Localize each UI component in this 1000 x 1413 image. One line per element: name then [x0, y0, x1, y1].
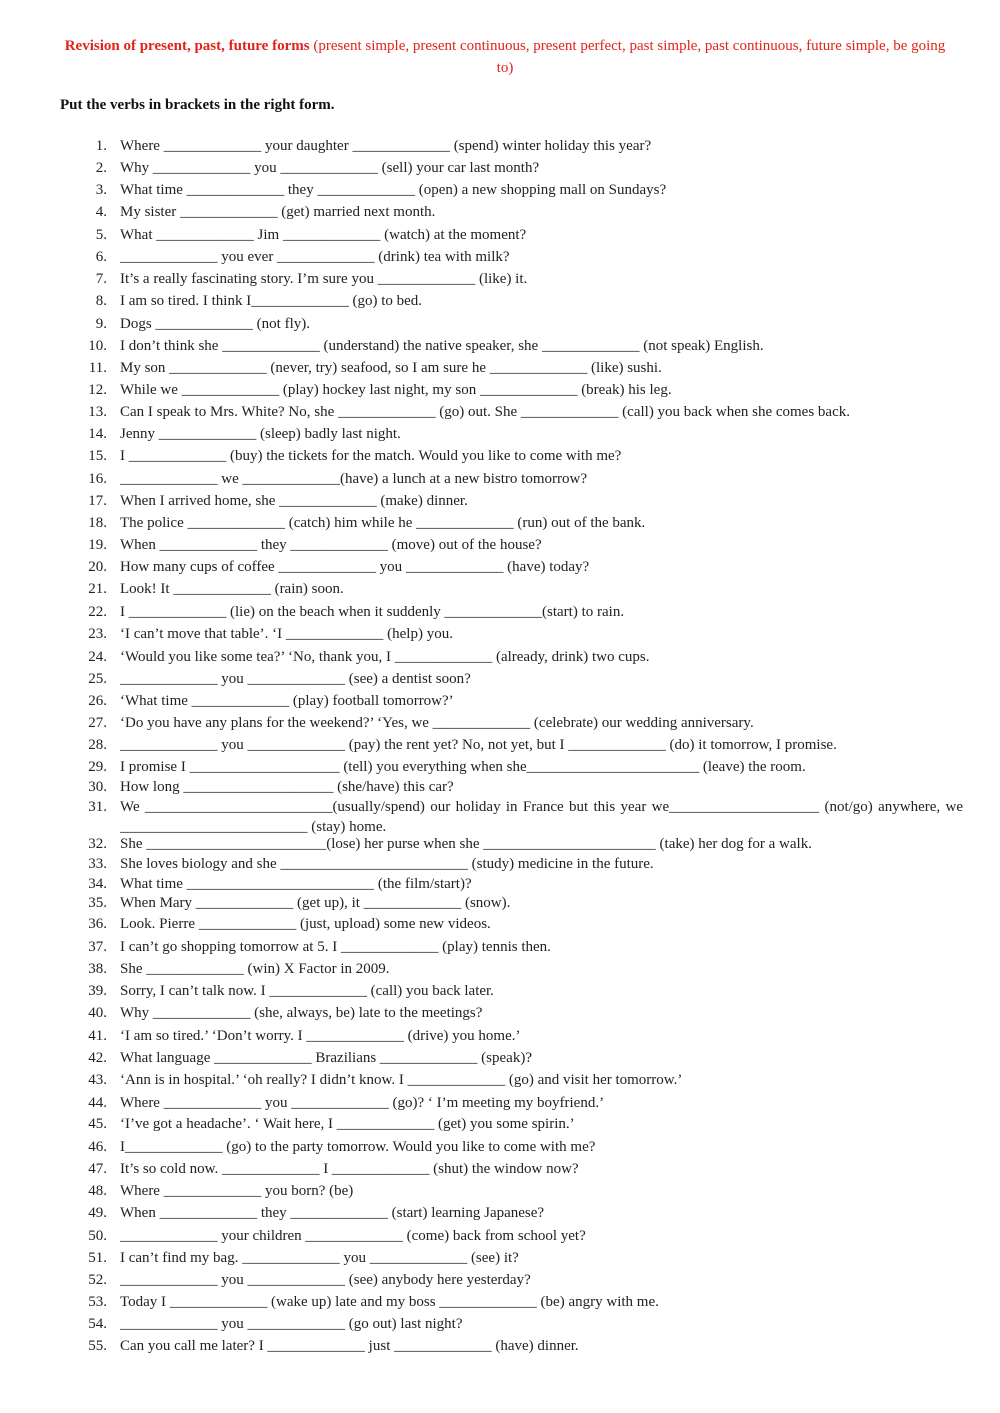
- item-sentence: I am so tired. I think I_____________ (go) to bed.: [120, 293, 423, 309]
- item-number: 10.: [88, 338, 107, 354]
- item-number: 54.: [88, 1316, 107, 1332]
- item-number: 6.: [95, 249, 107, 265]
- item-sentence: She ________________________(lose) her purse when she _______________________ (take) her dog for a walk.: [120, 836, 812, 852]
- item-number: 39.: [88, 983, 107, 999]
- item-sentence: I _____________ (buy) the tickets for the match. Would you like to come with me?: [120, 448, 622, 464]
- item-sentence: What _____________ Jim _____________ (watch) at the moment?: [120, 227, 527, 243]
- item-number: 45.: [88, 1116, 107, 1132]
- item-number: 22.: [88, 604, 107, 620]
- item-sentence: _____________ you _____________ (pay) the rent yet? No, not yet, but I _____________ (do) it tomorrow, I promise.: [120, 737, 837, 753]
- title-subtitle: (present simple, present continuous, present perfect, past simple, past continuous, future simple, be going to): [313, 38, 946, 76]
- item-sentence: ‘I’ve got a headache’. ‘ Wait here, I _____________ (get) you some spirin.’: [120, 1116, 575, 1132]
- item-sentence: When I arrived home, she _____________ (make) dinner.: [120, 493, 468, 509]
- item-sentence: Can I speak to Mrs. White? No, she _____________ (go) out. She _____________ (call) you back when she comes back.: [120, 404, 850, 420]
- item-sentence: We _________________________(usually/spend) our holiday in France but this year we____________________ (not/go) anywhere, we _________________________ (stay) home.: [120, 799, 963, 835]
- item-number: 55.: [88, 1338, 107, 1354]
- item-number: 21.: [88, 581, 107, 597]
- item-sentence: ‘I am so tired.’ ‘Don’t worry. I _____________ (drive) you home.’: [120, 1028, 521, 1044]
- item-sentence: What language _____________ Brazilians _____________ (speak)?: [120, 1050, 532, 1066]
- item-sentence: Look. Pierre _____________ (just, upload) some new videos.: [120, 916, 491, 932]
- item-number: 7.: [95, 271, 107, 287]
- item-sentence: Where _____________ you _____________ (go)? ‘ I’m meeting my boyfriend.’: [120, 1095, 605, 1111]
- item-number: 53.: [88, 1294, 107, 1310]
- item-number: 41.: [88, 1028, 107, 1044]
- item-sentence: How many cups of coffee _____________ you _____________ (have) today?: [120, 559, 590, 575]
- item-sentence: The police _____________ (catch) him while he _____________ (run) out of the bank.: [120, 515, 646, 531]
- item-number: 5.: [95, 227, 107, 243]
- item-sentence: Why _____________ (she, always, be) late to the meetings?: [120, 1005, 483, 1021]
- item-number: 8.: [95, 293, 107, 309]
- item-sentence: It’s a really fascinating story. I’m sure you _____________ (like) it.: [120, 271, 528, 287]
- item-sentence: How long ____________________ (she/have) this car?: [120, 779, 454, 795]
- item-sentence: She _____________ (win) X Factor in 2009.: [120, 961, 390, 977]
- title-bold: Revision of present, past, future forms: [64, 38, 310, 54]
- item-sentence: _____________ you _____________ (go out) last night?: [120, 1316, 463, 1332]
- item-sentence: What time _____________ they _____________ (open) a new shopping mall on Sundays?: [120, 182, 667, 198]
- item-number: 42.: [88, 1050, 107, 1066]
- item-sentence: Look! It _____________ (rain) soon.: [120, 581, 344, 597]
- item-number: 32.: [88, 836, 107, 852]
- item-number: 38.: [88, 961, 107, 977]
- item-number: 4.: [95, 204, 107, 220]
- item-number: 27.: [88, 715, 107, 731]
- item-number: 24.: [88, 649, 107, 665]
- item-sentence: What time _________________________ (the film/start)?: [120, 876, 472, 892]
- item-sentence: I can’t go shopping tomorrow at 5. I _____________ (play) tennis then.: [120, 939, 551, 955]
- item-number: 43.: [88, 1072, 107, 1088]
- item-sentence: _____________ you ever _____________ (drink) tea with milk?: [120, 249, 510, 265]
- item-number: 31.: [88, 799, 107, 815]
- item-number: 33.: [88, 856, 107, 872]
- item-number: 29.: [88, 759, 107, 775]
- item-sentence: It’s so cold now. _____________ I _____________ (shut) the window now?: [120, 1161, 579, 1177]
- item-sentence: Jenny _____________ (sleep) badly last night.: [120, 426, 401, 442]
- item-number: 16.: [88, 471, 107, 487]
- item-sentence: I promise I ____________________ (tell) you everything when she_______________________ (leave) the room.: [120, 759, 806, 775]
- item-sentence: She loves biology and she _________________________ (study) medicine in the future.: [120, 856, 654, 872]
- item-number: 19.: [88, 537, 107, 553]
- item-number: 9.: [95, 316, 107, 332]
- instruction: Put the verbs in brackets in the right form.: [60, 97, 335, 113]
- item-sentence: I _____________ (lie) on the beach when it suddenly _____________(start) to rain.: [120, 604, 625, 620]
- worksheet-title: [60, 35, 950, 79]
- item-sentence: Can you call me later? I _____________ just _____________ (have) dinner.: [120, 1338, 579, 1354]
- item-sentence: Sorry, I can’t talk now. I _____________ (call) you back later.: [120, 983, 494, 999]
- item-number: 52.: [88, 1272, 107, 1288]
- item-number: 51.: [88, 1250, 107, 1266]
- item-sentence: I can’t find my bag. _____________ you _____________ (see) it?: [120, 1250, 519, 1266]
- item-sentence: My sister _____________ (get) married next month.: [120, 204, 436, 220]
- item-number: 13.: [88, 404, 107, 420]
- item-sentence: ‘What time _____________ (play) football tomorrow?’: [120, 693, 454, 709]
- item-sentence: While we _____________ (play) hockey last night, my son _____________ (break) his leg.: [120, 382, 672, 398]
- item-number: 35.: [88, 895, 107, 911]
- item-number: 3.: [95, 182, 107, 198]
- item-sentence: ‘Would you like some tea?’ ‘No, thank you, I _____________ (already, drink) two cups.: [120, 649, 650, 665]
- item-number: 17.: [88, 493, 107, 509]
- item-sentence: My son _____________ (never, try) seafood, so I am sure he _____________ (like) sushi.: [120, 360, 662, 376]
- item-sentence: When _____________ they _____________ (move) out of the house?: [120, 537, 542, 553]
- item-number: 25.: [88, 671, 107, 687]
- item-sentence: Where _____________ your daughter _____________ (spend) winter holiday this year?: [120, 138, 652, 154]
- item-number: 28.: [88, 737, 107, 753]
- item-sentence: Today I _____________ (wake up) late and my boss _____________ (be) angry with me.: [120, 1294, 659, 1310]
- item-sentence: When _____________ they _____________ (start) learning Japanese?: [120, 1205, 545, 1221]
- item-sentence: ‘I can’t move that table’. ‘I _____________ (help) you.: [120, 626, 453, 642]
- item-sentence: I_____________ (go) to the party tomorrow. Would you like to come with me?: [120, 1139, 596, 1155]
- item-number: 49.: [88, 1205, 107, 1221]
- item-number: 40.: [88, 1005, 107, 1021]
- item-number: 30.: [88, 779, 107, 795]
- item-number: 44.: [88, 1095, 107, 1111]
- item-number: 11.: [88, 360, 107, 376]
- item-number: 12.: [88, 382, 107, 398]
- item-sentence: _____________ your children _____________ (come) back from school yet?: [120, 1228, 586, 1244]
- item-number: 34.: [88, 876, 107, 892]
- item-number: 1.: [95, 138, 107, 154]
- item-number: 18.: [88, 515, 107, 531]
- item-sentence: I don’t think she _____________ (understand) the native speaker, she _____________ (not speak) English.: [120, 338, 764, 354]
- item-number: 36.: [88, 916, 107, 932]
- item-sentence: Dogs _____________ (not fly).: [120, 316, 310, 332]
- item-number: 23.: [88, 626, 107, 642]
- item-sentence: ‘Do you have any plans for the weekend?’ ‘Yes, we _____________ (celebrate) our wedding anniversary.: [120, 715, 754, 731]
- item-sentence: _____________ you _____________ (see) anybody here yesterday?: [120, 1272, 531, 1288]
- item-number: 26.: [88, 693, 107, 709]
- item-number: 2.: [95, 160, 107, 176]
- item-number: 48.: [88, 1183, 107, 1199]
- item-number: 37.: [88, 939, 107, 955]
- item-sentence: _____________ you _____________ (see) a dentist soon?: [120, 671, 471, 687]
- item-number: 15.: [88, 448, 107, 464]
- item-sentence: Where _____________ you born? (be): [120, 1183, 354, 1199]
- item-sentence: Why _____________ you _____________ (sell) your car last month?: [120, 160, 540, 176]
- item-number: 20.: [88, 559, 107, 575]
- item-number: 50.: [88, 1228, 107, 1244]
- item-number: 14.: [88, 426, 107, 442]
- item-number: 46.: [88, 1139, 107, 1155]
- item-sentence: When Mary _____________ (get up), it _____________ (snow).: [120, 895, 511, 911]
- item-number: 47.: [88, 1161, 107, 1177]
- item-sentence: _____________ we _____________(have) a lunch at a new bistro tomorrow?: [120, 471, 587, 487]
- item-sentence: ‘Ann is in hospital.’ ‘oh really? I didn’t know. I _____________ (go) and visit her tomorrow.’: [120, 1072, 683, 1088]
